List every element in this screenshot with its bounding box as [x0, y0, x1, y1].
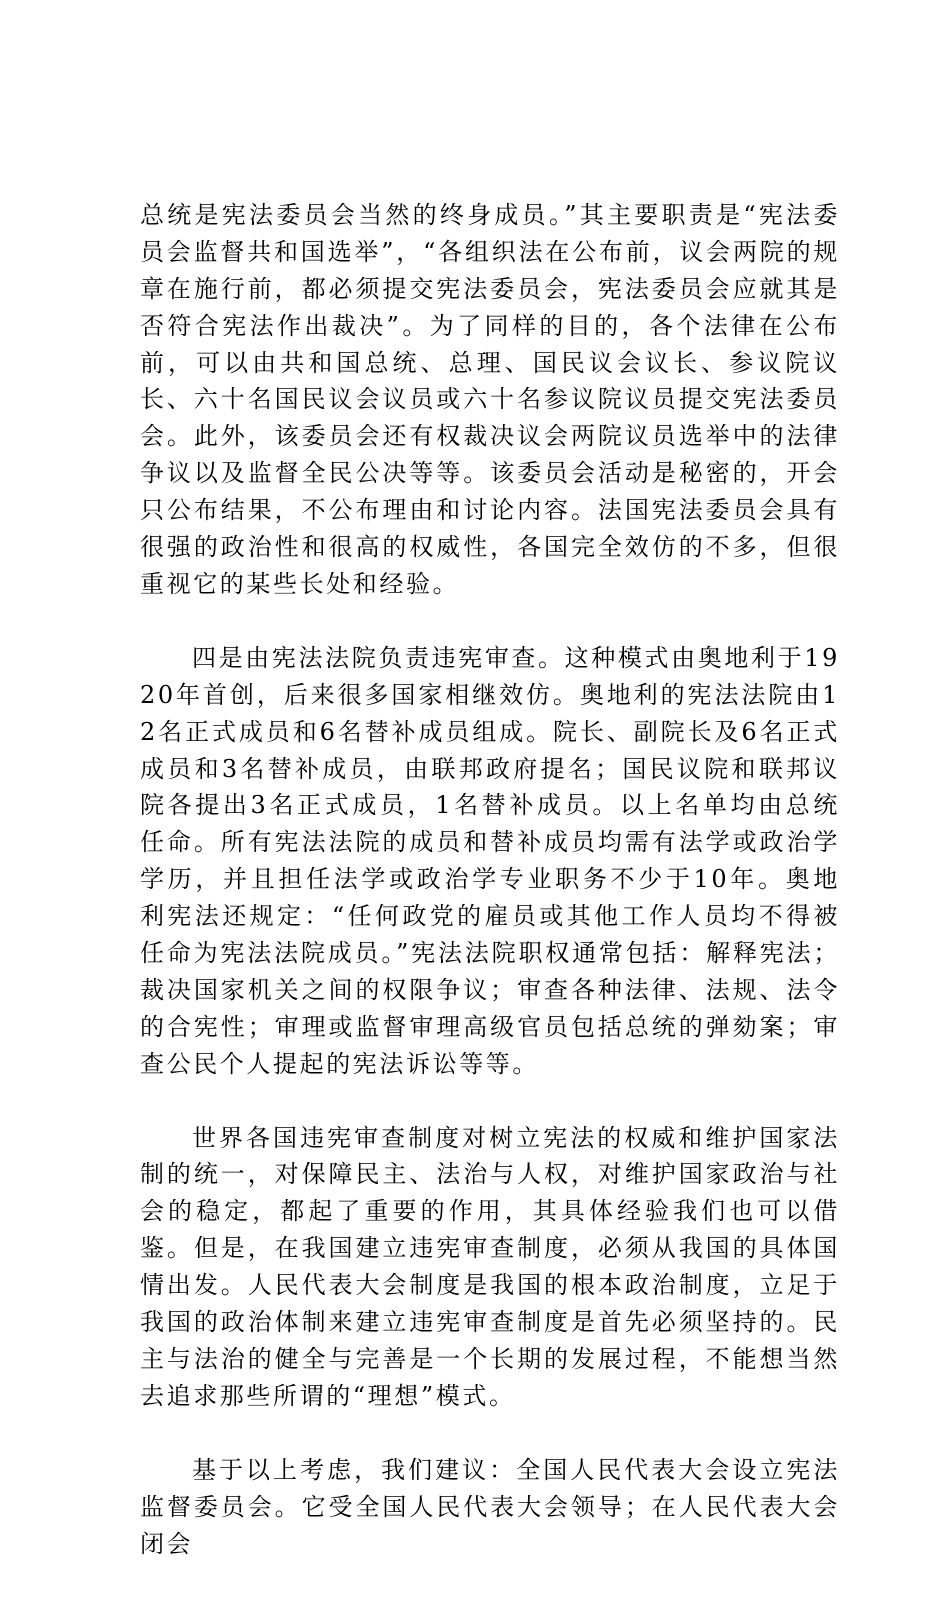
paragraph-french-constitutional-council: 总统是宪法委员会当然的终身成员。”其主要职责是“宪法委员会监督共和国选举”，“各组织法在公布前，议会两院的规章在施行前，都必须提交宪法委员会，宪法委员会应就其是否符合宪法作出裁决”。为了同样的目的，各个法律在公布前，可以由共和国总统、总理、国民议会议长、参议院议长、六十名国民议会议员或六十名参议院议员提交宪法委员会。此外，该委员会还有权裁决议会两院议员选举中的法律争议以及监督全民公决等等。该委员会活动是秘密的，开会只公布结果，不公布理由和讨论内容。法国宪法委员会具有很强的政治性和很高的权威性，各国完全效仿的不多，但很重视它的某些长处和经验。 [140, 200, 840, 598]
paragraph-proposal: 基于以上考虑，我们建议：全国人民代表大会设立宪法监督委员会。它受全国人民代表大会领导；在人民代表大会闭会 [140, 1455, 840, 1558]
document-body [140, 160, 840, 1599]
paragraph-world-experience: 世界各国违宪审查制度对树立宪法的权威和维护国家法制的统一，对保障民主、法治与人权，对维护国家政治与社会的稳定，都起了重要的作用，其具体经验我们也可以借鉴。但是，在我国建立违宪审查制度，必须从我国的具体国情出发。人民代表大会制度是我国的根本政治制度，立足于我国的政治体制来建立违宪审查制度是首先必须坚持的。民主与法治的健全与完善是一个长期的发展过程，不能想当然去追求那些所谓的“理想”模式。 [140, 1123, 840, 1410]
paragraph-constitutional-court: 四是由宪法法院负责违宪审查。这种模式由奥地利于1920年首创，后来很多国家相继效仿。奥地利的宪法法院由12名正式成员和6名替补成员组成。院长、副院长及6名正式成员和3名替补成员，由联邦政府提名；国民议院和联邦议院各提出3名正式成员，1名替补成员。以上名单均由总统任命。所有宪法法院的成员和替补成员均需有法学或政治学学历，并且担任法学或政治学专业职务不少于10年。奥地利宪法还规定：“任何政党的雇员或其他工作人员均不得被任命为宪法法院成员。”宪法法院职权通常包括：解释宪法；裁决国家机关之间的权限争议；审查各种法律、法规、法令的合宪性；审理或监督审理高级官员包括总统的弹劾案；审查公民个人提起的宪法诉讼等等。 [140, 643, 840, 1078]
